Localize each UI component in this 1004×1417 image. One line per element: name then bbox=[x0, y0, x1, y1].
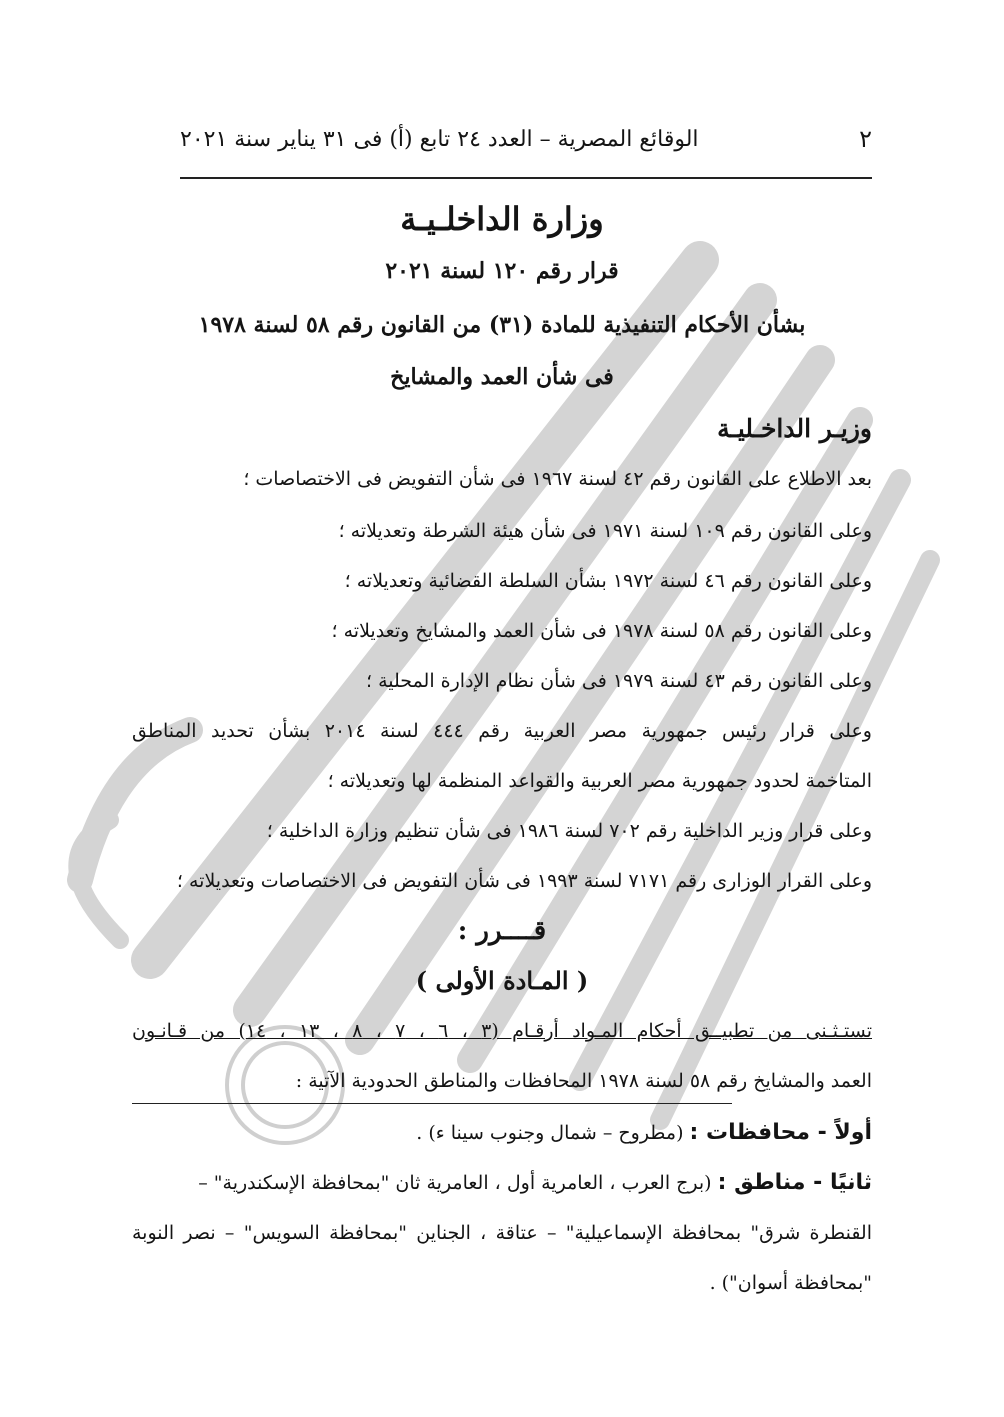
list-item bbox=[416, 1120, 872, 1145]
decree-subject-line-2: فى شأن العمد والمشايخ bbox=[390, 364, 614, 390]
minister-heading: وزيـر الداخـليـة bbox=[717, 414, 872, 443]
preamble-line: وعلى القانون رقم ٥٨ لسنة ١٩٧٨ فى شأن العمد والمشايخ وتعديلاته ؛ bbox=[331, 620, 872, 642]
preamble-line: بعد الاطلاع على القانون رقم ٤٢ لسنة ١٩٦٧ فى شأن التفويض فى الاختصاصات ؛ bbox=[243, 468, 872, 490]
gazette-title: الوقائع المصرية – العدد ٢٤ تابع (أ) فى ٣١ يناير سنة ٢٠٢١ bbox=[180, 126, 699, 152]
ministry-title: وزارة الداخلـيـة bbox=[400, 200, 604, 238]
item-continuation: القنطرة شرق" بمحافظة الإسماعيلية" – عتاقة ، الجناين "بمحافظة السويس" – نصر النوبة bbox=[132, 1222, 872, 1244]
preamble-line: وعلى قرار وزير الداخلية رقم ٧٠٢ لسنة ١٩٨٦ فى شأن تنظيم وزارة الداخلية ؛ bbox=[266, 820, 872, 842]
article-underline bbox=[132, 1103, 732, 1104]
running-header bbox=[180, 122, 872, 156]
item-label: أولاً - محافظات : bbox=[689, 1120, 872, 1145]
preamble-line: وعلى القانون رقم ١٠٩ لسنة ١٩٧١ فى شأن هيئة الشرطة وتعديلاته ؛ bbox=[338, 520, 872, 542]
item-text: (مطروح – شمال وجنوب سينا ء) . bbox=[416, 1122, 684, 1144]
article-paragraph: تستـثـنى من تطبيــق أحكام المـواد أرقـام (٣ ، ٦ ، ٧ ، ٨ ، ١٣ ، ١٤) من قـانـون bbox=[132, 1020, 872, 1042]
decree-subject: بشأن الأحكام التنفيذية للمادة (٣١) من القانون رقم ٥٨ لسنة ١٩٧٨ bbox=[198, 312, 806, 338]
item-text: (برج العرب ، العامرية أول ، العامرية ثان "بمحافظة الإسكندرية" – bbox=[198, 1172, 712, 1194]
page-number: ٢ bbox=[859, 125, 872, 153]
preamble-line: وعلى القانون رقم ٤٦ لسنة ١٩٧٢ بشأن السلطة القضائية وتعديلاته ؛ bbox=[344, 570, 872, 592]
decree-number: قرار رقم ١٢٠ لسنة ٢٠٢١ bbox=[385, 258, 619, 284]
decides-heading: قــــرر : bbox=[457, 916, 547, 946]
list-item bbox=[198, 1170, 872, 1195]
preamble-line: المتاخمة لحدود جمهورية مصر العربية والقواعد المنظمة لها وتعديلاته ؛ bbox=[327, 770, 872, 792]
item-label: ثانيًا - مناطق : bbox=[717, 1170, 872, 1195]
article-heading: ( المـادة الأولى ) bbox=[415, 966, 589, 995]
preamble-line: وعلى قرار رئيس جمهورية مصر العربية رقم ٤٤٤ لسنة ٢٠١٤ بشأن تحديد المناطق bbox=[132, 720, 872, 742]
item-continuation: "بمحافظة أسوان") . bbox=[709, 1272, 872, 1294]
preamble-line: وعلى القرار الوزارى رقم ٧١٧١ لسنة ١٩٩٣ فى شأن التفويض فى الاختصاصات وتعديلاته ؛ bbox=[176, 870, 872, 892]
header-rule bbox=[180, 177, 872, 179]
article-paragraph: العمد والمشايخ رقم ٥٨ لسنة ١٩٧٨ المحافظات والمناطق الحدودية الآتية : bbox=[295, 1070, 872, 1092]
preamble-line: وعلى القانون رقم ٤٣ لسنة ١٩٧٩ فى شأن نظام الإدارة المحلية ؛ bbox=[366, 670, 872, 692]
